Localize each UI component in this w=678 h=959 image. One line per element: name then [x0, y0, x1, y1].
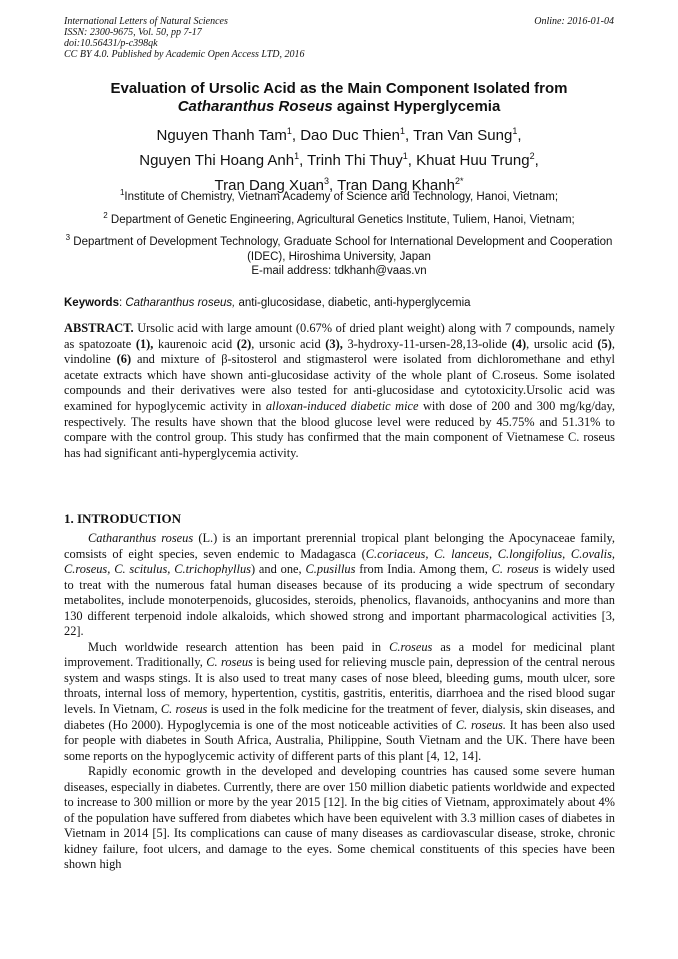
compound-ref: (6) [116, 352, 132, 367]
abstract-text: , ursonic acid [251, 336, 326, 351]
author-line-1: Nguyen Thanh Tam$^1$, Dao Duc Thien$^1$, Tran Van Sung$^1$, [156, 126, 522, 144]
author-aff: 1 [400, 126, 406, 136]
author-name: Tran Van Sung [413, 127, 513, 144]
compound-ref: (2) [236, 336, 252, 351]
author-aff: 1 [294, 151, 300, 161]
title-species: Catharanthus Roseus [177, 98, 333, 115]
abstract-text: kaurenoic acid [153, 336, 237, 351]
affiliation-number: 3 [65, 233, 71, 242]
author-aff: 1 [402, 151, 408, 161]
paper-title [64, 80, 614, 116]
affiliation-3 [64, 230, 614, 265]
affiliation-number: 1 [119, 188, 125, 197]
paragraph-3: Rapidly economic growth in the developed and developing countries has caused some severe human diseases, especially in diabetes. Currently, there are over 150 million diabetic patients worldwide and expected to increase to 300 million or more by the year 2015 [12]. In the big cities of Vietnam, approximately about 4% of the population have suffered from diabetes which have been equivelent with 3.3 million cases of diabetes in Vietnam in 2014 [5]. Its complications can cause of many diseases as cardiovascular disease, stroke, chronic kidney failure, foot ulcers, and damage to the eyes. Some chemical constituents of this species have been shown high [64, 764, 615, 872]
title-line-1: Evaluation of Ursolic Acid as the Main Component Isolated from [110, 80, 568, 97]
italic-text: C.pusillus [305, 562, 356, 577]
abstract-text: Ursolic acid with large amount (0.67% of dried plant weight) along with 7 compounds, namely as spatozoate [64, 321, 615, 351]
author-line-2: Nguyen Thi Hoang Anh$^1$, Trinh Thi Thuy$^1$, Khuat Huu Trung$^2$, [139, 151, 539, 169]
author-aff: 3 [324, 176, 330, 186]
introduction-body [64, 531, 615, 873]
paragraph-text: ) and one, [250, 562, 306, 577]
affiliation-text: Institute of Chemistry, Vietnam Academy of Science and Technology, Hanoi, Vietnam; [124, 190, 559, 203]
section-heading: 1. INTRODUCTION [64, 511, 182, 526]
online-date: Online: 2016-01-04 [534, 16, 614, 27]
license: CC BY 4.0. Published by Academic Open Access LTD, 2016 [64, 49, 305, 60]
keywords-italic: Catharanthus roseus, [125, 297, 236, 309]
issn: ISSN: 2300-9675, Vol. 50, pp 7-17 [64, 27, 202, 38]
doi: doi:10.56431/p-c398qk [64, 38, 158, 49]
abstract-label: ABSTRACT. [64, 321, 134, 335]
keywords-label: Keywords [64, 297, 119, 309]
author-name: Nguyen Thanh Tam [156, 127, 287, 144]
abstract-text: , ursolic acid [526, 336, 598, 351]
abstract-italic: alloxan-induced diabetic mice [265, 398, 419, 413]
affiliation-1 [64, 185, 614, 205]
keywords: Keywords: Catharanthus roseus, anti-glucosidase, diabetic, anti-hyperglycemia [64, 297, 471, 309]
paragraph-text: It has been also used for people with diabetes in South Africa, Australia, Philippine, South Vietnam and the UK. There have been some reports on the hypoglycemic activity of different parts of this plant [4, 12, 14]. [64, 717, 615, 763]
italic-text: C.roseus [389, 639, 433, 654]
italic-text: C. roseus. [455, 717, 506, 732]
paragraph-text: as a model for medicinal plant improvement. Traditionally, [64, 639, 615, 670]
paragraph-1 [64, 531, 615, 640]
abstract-text: , vindoline [64, 336, 615, 367]
compound-ref: (4) [511, 336, 527, 351]
keywords-rest: anti-glucosidase, diabetic, anti-hyperglycemia [235, 297, 471, 309]
paragraph-text: is used in the folk medicine for the treatment of fever, dialysis, skin diseases, and diabetes (Ho 2000). Hypoglycemia is one of the most noticeable activities of [64, 702, 615, 732]
author-aff: 1 [286, 126, 292, 136]
title-rest: against Hyperglycemia [332, 98, 501, 115]
italic-text: C. roseus [206, 655, 253, 670]
affiliation-text: Department of Development Technology, Graduate School for International Development and Cooperation (IDEC), Hiroshima University, Japan [70, 235, 613, 263]
affiliation-number: 2 [103, 211, 108, 220]
author-name: Trinh Thi Thuy [307, 152, 403, 169]
author-name: Dao Duc Thien [300, 127, 400, 144]
italic-text: C. roseus [160, 702, 208, 717]
author-aff: 2 [529, 151, 535, 161]
italic-text: Catharanthus roseus [88, 531, 194, 545]
paragraph-text: from India. Among them, [355, 562, 492, 577]
abstract [64, 321, 615, 461]
abstract-text: and mixture of β-sitosterol and stigmasterol were isolated from dichloromethane and ethyl acetate extracts which have shown anti-glucosidase activity of the whole plant of C.roseus. Some isolated compounds and their derivatives were also tested for anti-glucosidase and cytotoxicity.Ursolic acid was examined for hypoglycemic activity in [64, 352, 615, 413]
compound-ref: (1), [135, 336, 154, 351]
author-name: Tran Dang Xuan [214, 177, 325, 194]
journal-meta [64, 16, 305, 60]
title-line-2 [64, 98, 614, 116]
paragraph-text: Much worldwide research attention has been paid in [88, 639, 390, 654]
author-aff: 1 [512, 126, 518, 136]
paragraph-text: is widely used to treat with the numerous fatal human diseases because of its producing a wide spectrum of secondary metabolites, include monoterpenoids, glucosides, steroids, phenolics, flavanoids, anthocyanins and more than 130 different terpenoid indole alkaloids, which showed strong and important pharmacological activities [3, 22]. [64, 562, 615, 639]
author-name: Khuat Huu Trung [416, 152, 530, 169]
italic-text: C.coriaceus, C. lanceus, C.longifolius, C.ovalis, C.roseus, C. scitulus, C.trichophyllus [64, 546, 615, 577]
affiliation-text: Department of Genetic Engineering, Agricultural Genetics Institute, Tuliem, Hanoi, Vietnam; [107, 213, 575, 226]
author-name: Tran Dang Khanh [337, 177, 455, 194]
journal-name: International Letters of Natural Sciences [64, 16, 228, 27]
italic-text: C. roseus [491, 562, 539, 577]
paragraph-text: is being used for relieving muscle pain, depression of the central nerous system and wasps stings. It is also used to treat many cases of nose bleed, bleeding gums, mouth ulcer, sore throats, internal loss of memory, hypertention, cystitis, gastritis, enteritis, diarrhoea and the rised blood sugar levels. In Vietnam, [64, 655, 616, 717]
author-line-3: Tran Dang Xuan$^3$, Tran Dang Khanh$^{2*}$ [214, 176, 464, 194]
affiliation-2 [64, 208, 614, 228]
author-aff: 2* [454, 176, 464, 186]
abstract-text: with dose of 200 and 300 mg/kg/day, respectively. The results have shown that the blood glucose level were reduced by 45.75% and 51.31% to compare with the control group. This study has confirmed that the main component of Vietnamese C. roseus has had significant anti-hyperglycemia activity. [64, 398, 616, 460]
author-name: Nguyen Thi Hoang Anh [139, 152, 295, 169]
email-address: E-mail address: tdkhanh@vaas.vn [251, 265, 427, 277]
abstract-text: 3-hydroxy-11-ursen-28,13-olide [342, 336, 512, 351]
compound-ref: (5) [597, 336, 612, 351]
compound-ref: (3), [325, 336, 343, 351]
paragraph-2 [64, 640, 615, 764]
paragraph-text: (L.) is an important prerennial tropical plant belonging the Apocynaceae family, comsists of eight species, seven endemic to Madagasca ( [64, 531, 616, 561]
